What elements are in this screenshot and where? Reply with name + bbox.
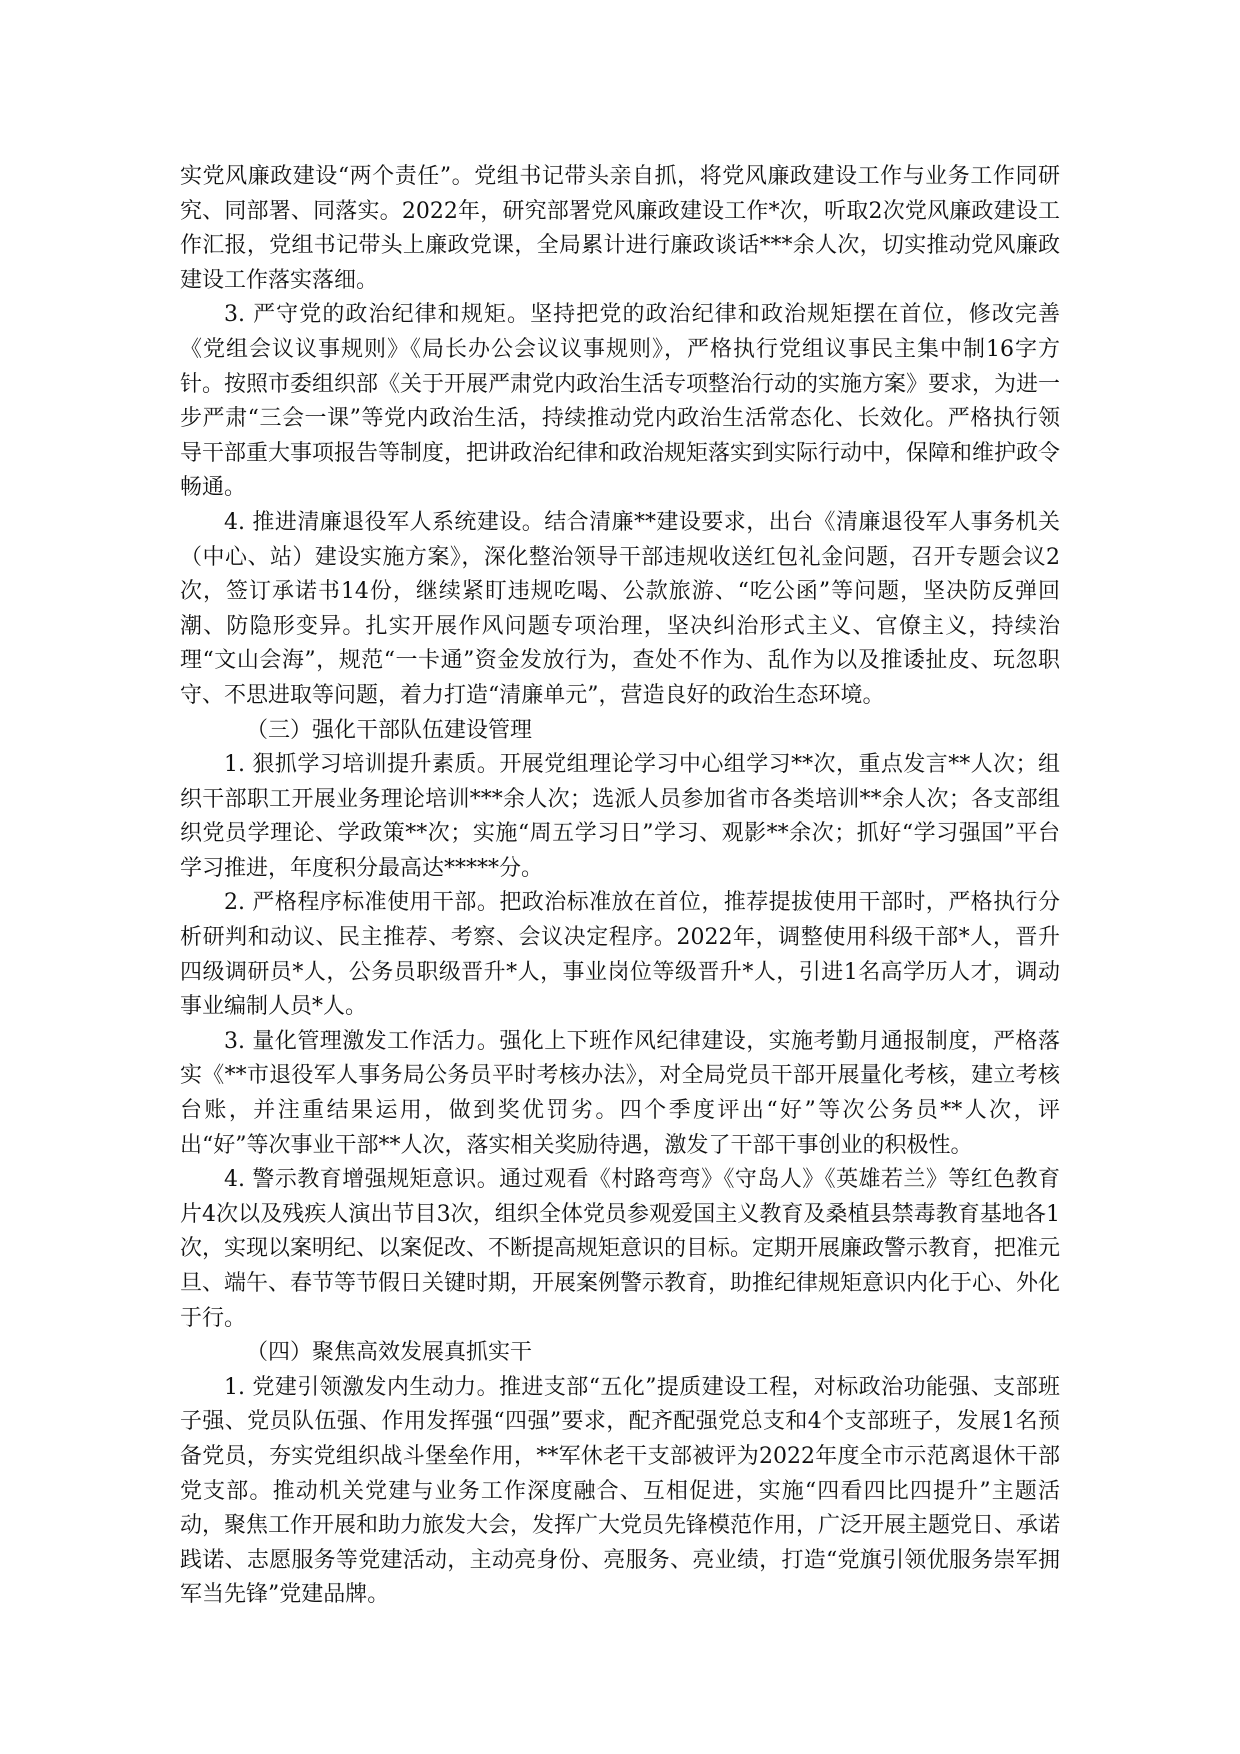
section-heading-efficient-development: （四）聚焦高效发展真抓实干 xyxy=(246,1340,533,1366)
paragraph-political-discipline: 3. 严守党的政治纪律和规矩。坚持把党的政治纪律和政治规矩摆在首位，修改完善《党组会议议事规则》《局长办公会议议事规则》，严格执行党组议事民主集中制16字方针。按照市委组织部《关于开展严肃党内政治生活专项整治行动的实施方案》要求，为进一步严肃“三会一课”等党内政治生活，持续推动党内政治生活常态化、长效化。严格执行领导干部重大事项报告等制度，把讲政治纪律和政治规矩落实到实际行动中，保障和维护政令畅通。 xyxy=(180,302,1061,501)
paragraph-cadre-selection: 2. 严格程序标准使用干部。把政治标准放在首位，推荐提拔使用干部时，严格执行分析研判和动议、民主推荐、考察、会议决定程序。2022年，调整使用科级干部*人，晋升四级调研员*人，公务员职级晋升*人，事业岗位等级晋升*人，引进1名高学历人才，调动事业编制人员*人。 xyxy=(180,890,1060,1020)
paragraph-clean-system: 4. 推进清廉退役军人系统建设。结合清廉**建设要求，出台《清廉退役军人事务机关（中心、站）建设实施方案》，深化整治领导干部违规收送红包礼金问题，召开专题会议2次，签订承诺书14份，继续紧盯违规吃喝、公款旅游、“吃公函”等问题，坚决防反弹回潮、防隐形变异。扎实开展作风问题专项治理，坚决纠治形式主义、官僚主义，持续治理“文山会海”，规范“一卡通”资金发放行为，查处不作为、乱作为以及推诿扯皮、玩忽职守、不思进取等问题，着力打造“清廉单元”，营造良好的政治生态环境。 xyxy=(180,509,1060,708)
paragraph-study-training: 1. 狠抓学习培训提升素质。开展党组理论学习中心组学习**次，重点发言**人次；组织干部职工开展业务理论培训***余人次；选派人员参加省市各类培训**余人次；各支部组织党员学理论、学政策**次；实施“周五学习日”学习、观影**余次；抓好“学习强国”平台学习推进，年度积分最高达*****分。 xyxy=(180,752,1060,881)
paragraph-party-building: 1. 党建引领激发内生动力。推进支部“五化”提质建设工程，对标政治功能强、支部班子强、党员队伍强、作用发挥强“四强”要求，配齐配强党总支和4个支部班子，发展1名预备党员，夯实党组织战斗堡垒作用，**军休老干支部被评为2022年度全市示范离退休干部党支部。推动机关党建与业务工作深度融合、互相促进，实施“四看四比四提升”主题活动，聚焦工作开展和助力旅发大会，发挥广大党员先锋模范作用，广泛开展主题党日、承诺践诺、志愿服务等党建活动，主动亮身份、亮服务、亮业绩，打造“党旗引领优服务崇军拥军当先锋”党建品牌。 xyxy=(180,1374,1061,1608)
section-heading-cadre-management: （三）强化干部队伍建设管理 xyxy=(246,717,533,743)
document-body xyxy=(180,160,1060,1613)
paragraph-warning-education: 4. 警示教育增强规矩意识。通过观看《村路弯弯》《守岛人》《英雄若兰》等红色教育片4次以及残疾人演出节目3次，组织全体党员参观爱国主义教育及桑植县禁毒教育基地各1次，实现以案明纪、以案促改、不断提高规矩意识的目标。定期开展廉政警示教育，把准元旦、端午、春节等节假日关键时期，开展案例警示教育，助推纪律规矩意识内化于心、外化于行。 xyxy=(180,1167,1061,1331)
paragraph-continued: 实党风廉政建设“两个责任”。党组书记带头亲自抓，将党风廉政建设工作与业务工作同研究、同部署、同落实。2022年，研究部署党风廉政建设工作*次，听取2次党风廉政建设工作汇报，党组书记带头上廉政党课，全局累计进行廉政谈话***余人次，切实推动党风廉政建设工作落实落细。 xyxy=(180,164,1060,293)
paragraph-quantified-management: 3. 量化管理激发工作活力。强化上下班作风纪律建设，实施考勤月通报制度，严格落实《**市退役军人事务局公务员平时考核办法》，对全局党员干部开展量化考核，建立考核台账，并注重结果运用，做到奖优罚劣。四个季度评出“好”等次公务员**人次，评出“好”等次事业干部**人次，落实相关奖励待遇，激发了干部干事创业的积极性。 xyxy=(180,1028,1060,1158)
